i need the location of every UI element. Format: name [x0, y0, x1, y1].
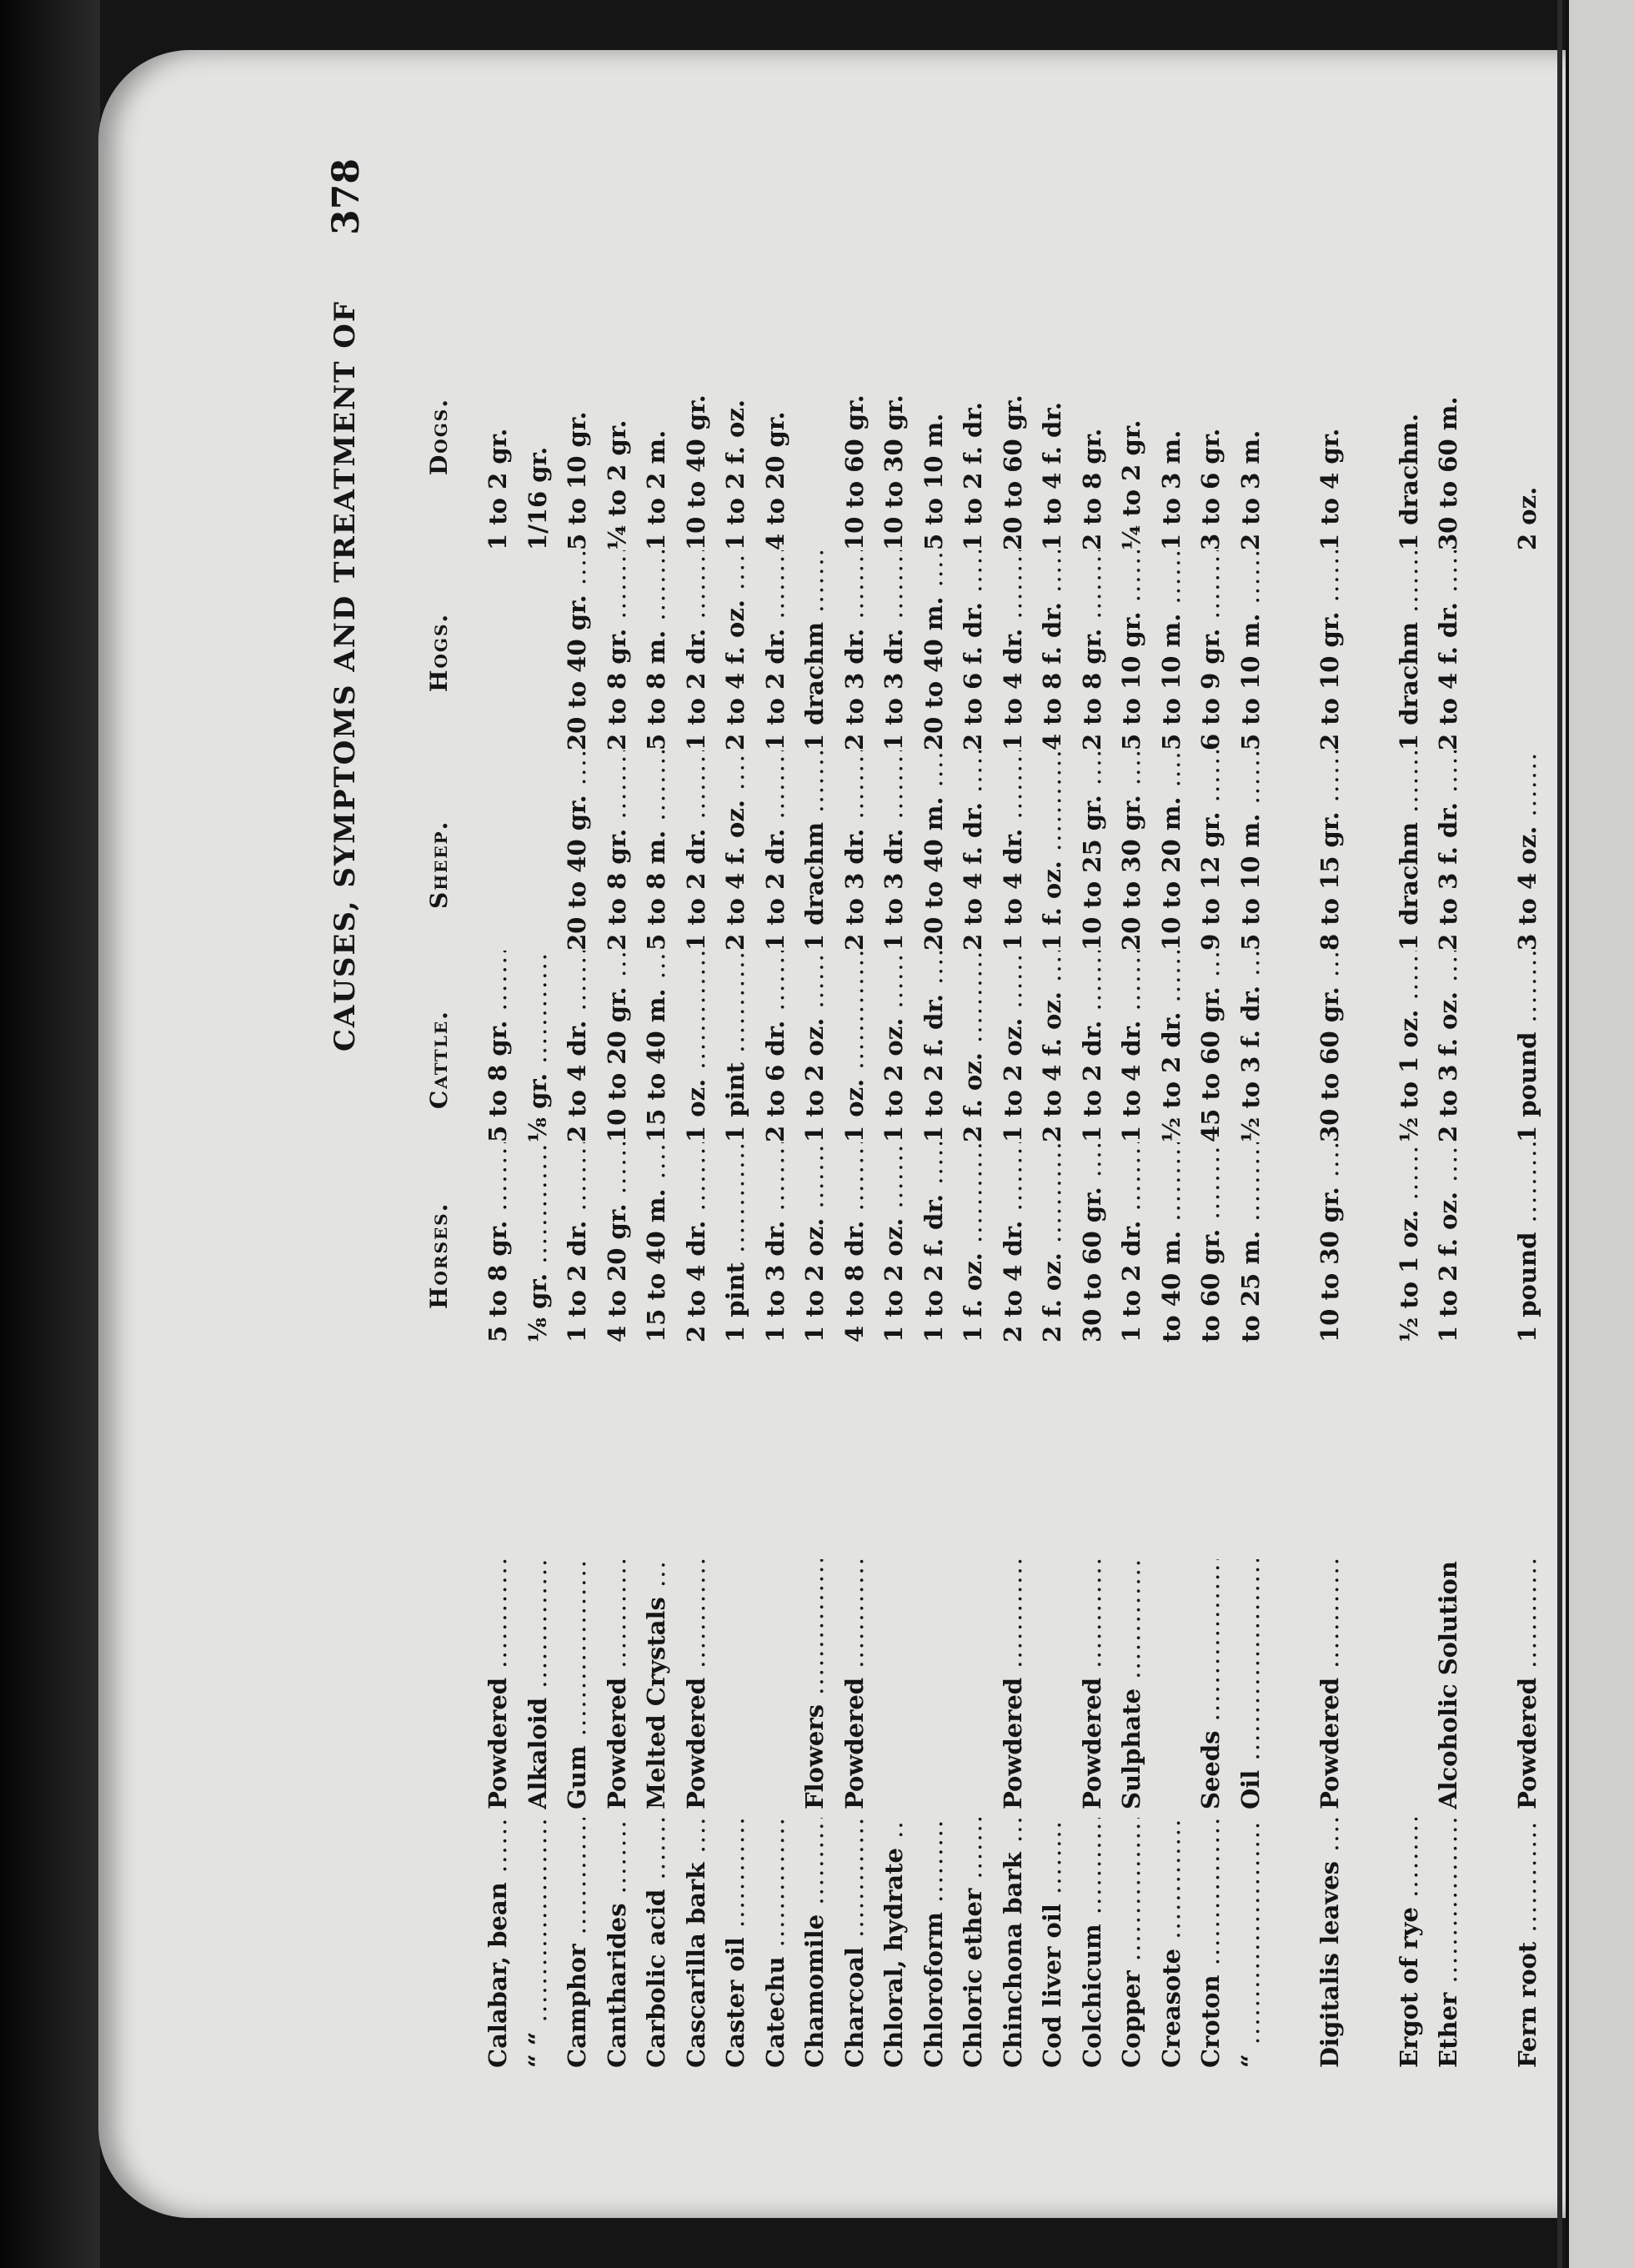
table-row [1117, 158, 1155, 2110]
preparation: Oil ..... [1236, 1559, 1265, 1809]
dose-cattle: 2 f. oz. ..... [959, 951, 987, 1142]
dose-hogs: 1 to 4 dr. ..... [999, 550, 1027, 750]
table-row [1316, 158, 1354, 2110]
table-row [682, 158, 720, 2110]
drug-name: Chamomile ..... [800, 1818, 829, 2068]
dose-dogs: 2 to 3 m. [1236, 429, 1265, 550]
dose-horses: 2 to 4 dr. ..... [682, 1142, 710, 1342]
dose-hogs: 5 to 10 m. ..... [1236, 550, 1265, 750]
dose-hogs: 1 drachm ..... [800, 550, 829, 750]
dose-cattle: 1 to 2 f. dr. ..... [920, 951, 948, 1142]
dose-sheep: 2 to 4 f. oz. ..... [721, 750, 749, 951]
drug-name: Croton ..... [1196, 1818, 1225, 2068]
column-header-cattle: Cattle. [425, 1010, 453, 1109]
dose-horses: 1 pint ..... [721, 1142, 749, 1342]
dose-sheep: 20 to 30 gr. ..... [1117, 750, 1145, 951]
table-row [1276, 158, 1314, 2110]
column-header-horses: Horses. [425, 1202, 453, 1309]
preparation: Powdered ..... [1316, 1559, 1344, 1809]
preparation: Powdered ..... [1513, 1559, 1541, 1809]
dose-sheep: 1 drachm ..... [1395, 750, 1423, 951]
dose-cattle: ½ to 1 oz. ..... [1395, 951, 1423, 1142]
dose-dogs: 1 to 2 f. oz. [721, 399, 749, 550]
dose-horses: to 40 m. ..... [1157, 1142, 1185, 1342]
dose-hogs: 2 to 4 f. dr. ..... [1434, 550, 1462, 750]
dose-hogs: 2 to 8 gr. ..... [603, 550, 631, 750]
table-row [1196, 158, 1235, 2110]
dose-horses: 1 to 3 dr. ..... [761, 1142, 789, 1342]
dose-sheep: 20 to 40 m. ..... [920, 750, 948, 951]
dose-horses: 4 to 20 gr. ..... [603, 1142, 631, 1342]
table-row [999, 158, 1037, 2110]
dose-cattle: 1 oz. ..... [682, 951, 710, 1142]
drug-name: Caster oil ..... [721, 1818, 749, 2068]
table-row [1474, 158, 1512, 2110]
dose-hogs: 5 to 8 m. ..... [642, 550, 670, 750]
table-row [920, 158, 958, 2110]
dose-dogs: 1 to 2 f. dr. [959, 401, 987, 550]
dose-dogs: 10 to 40 gr. [681, 394, 710, 550]
dose-horses: 1 to 2 oz. ..... [800, 1142, 829, 1342]
drug-name: Copper ..... [1117, 1818, 1145, 2068]
preparation: Seeds ..... [1196, 1559, 1225, 1809]
dose-sheep: 2 to 8 gr. ..... [603, 750, 631, 951]
dose-sheep: 2 to 3 dr. ..... [840, 750, 869, 951]
page-fold-line [1557, 0, 1562, 2268]
drug-name: Colchicum ..... [1078, 1818, 1106, 2068]
dose-horses: to 25 m. ..... [1236, 1142, 1265, 1342]
dose-sheep: 1 drachm ..... [800, 750, 829, 951]
drug-name: Chinchona bark ..... [999, 1818, 1027, 2068]
table-row [1038, 158, 1076, 2110]
drug-name: “ ..... [1236, 1818, 1265, 2068]
dose-dogs: 3 to 6 gr. [1196, 428, 1225, 550]
column-header-dogs: Dogs. [425, 398, 453, 475]
table-row [840, 158, 879, 2110]
dose-sheep: 5 to 10 m. ..... [1236, 750, 1265, 951]
drug-name: Cod liver oil ..... [1038, 1818, 1066, 2068]
dose-sheep: 10 to 20 m. ..... [1157, 750, 1185, 951]
dose-horses: 5 to 8 gr. ..... [484, 1142, 512, 1342]
dose-dogs: 2 oz. [1513, 486, 1541, 550]
column-header-sheep: Sheep. [425, 820, 453, 909]
dose-cattle: 1 to 2 dr. ..... [1078, 951, 1106, 1142]
dose-cattle: 2 to 6 dr. ..... [761, 951, 789, 1142]
table-row [484, 158, 522, 2110]
page-number: 378 [325, 158, 368, 235]
dose-hogs: 20 to 40 gr. ..... [563, 550, 591, 750]
table-row [1236, 158, 1275, 2110]
dose-hogs: 1 to 2 dr. ..... [761, 550, 789, 750]
dose-sheep: 3 to 4 oz. ..... [1513, 750, 1541, 951]
dose-sheep: 1 to 2 dr. ..... [682, 750, 710, 951]
dose-cattle: 30 to 60 gr. ..... [1316, 951, 1344, 1142]
table-row [563, 158, 601, 2110]
dose-horses: 1 to 2 oz. ..... [880, 1142, 908, 1342]
preparation: Powdered ..... [1078, 1559, 1106, 1809]
table-row [761, 158, 799, 2110]
dose-cattle: 1 pound ..... [1513, 951, 1541, 1142]
dose-horses: 10 to 30 gr. ..... [1316, 1142, 1344, 1342]
dose-dogs: 2 to 8 gr. [1077, 428, 1106, 550]
drug-name: Cantharides ..... [603, 1818, 631, 2068]
table-row [1157, 158, 1195, 2110]
dose-sheep: 5 to 8 m. ..... [642, 750, 670, 951]
preparation: Melted Crystals ..... [642, 1559, 670, 1809]
scan-shadow-left [0, 0, 100, 2268]
dose-hogs: 2 to 4 f. oz. ..... [721, 550, 749, 750]
preparation: Powdered ..... [484, 1559, 512, 1809]
dose-dogs: 1/16 gr. [523, 446, 552, 550]
table-row [880, 158, 918, 2110]
drug-name: Chloroform ..... [920, 1818, 948, 2068]
dose-dogs: 20 to 60 gr. [998, 394, 1027, 550]
dose-dogs: 1 to 3 m. [1156, 429, 1185, 550]
dose-hogs: 2 to 10 gr. ..... [1316, 550, 1344, 750]
dose-cattle: 10 to 20 gr. ..... [603, 951, 631, 1142]
preparation: Powdered ..... [603, 1559, 631, 1809]
dose-sheep: 2 to 3 f. dr. ..... [1434, 750, 1462, 951]
dose-sheep: 8 to 15 gr. ..... [1316, 750, 1344, 951]
dose-hogs: 1 to 3 dr. ..... [880, 550, 908, 750]
dose-hogs: 2 to 8 gr. ..... [1078, 550, 1106, 750]
drug-name: Catechu ..... [761, 1818, 789, 2068]
table-row [1513, 158, 1551, 2110]
dose-dogs: 1 to 4 f. dr. [1038, 401, 1066, 550]
drug-name: Carbolic acid ..... [642, 1818, 670, 2068]
table-row [1434, 158, 1472, 2110]
dose-sheep: 20 to 40 gr. ..... [563, 750, 591, 951]
dose-horses: 1 to 2 dr. ..... [563, 1142, 591, 1342]
dose-horses: to 60 gr. ..... [1196, 1142, 1225, 1342]
drug-name: Calabar, bean ..... [484, 1818, 512, 2068]
dose-sheep: 1 to 2 dr. ..... [761, 750, 789, 951]
preparation: Gum ..... [563, 1559, 591, 1809]
column-header-hogs: Hogs. [425, 612, 453, 692]
dose-hogs: 2 to 3 dr. ..... [840, 550, 869, 750]
dose-dogs: 10 to 30 gr. [880, 394, 908, 550]
dose-hogs: 4 to 8 f. dr. ..... [1038, 550, 1066, 750]
dose-horses: 2 to 4 dr. ..... [999, 1142, 1027, 1342]
dose-sheep: 2 to 4 f. dr. ..... [959, 750, 987, 951]
dose-dogs: 1 to 2 m. [642, 429, 670, 550]
dose-cattle: ⅛ gr. ..... [524, 951, 552, 1142]
drug-name: Camphor ..... [563, 1818, 591, 2068]
dose-cattle: 45 to 60 gr. ..... [1196, 951, 1225, 1142]
dose-cattle: 1 to 4 dr. ..... [1117, 951, 1145, 1142]
preparation: Alkaloid ..... [524, 1559, 552, 1809]
column-headers [425, 158, 475, 2110]
preparation: Powdered ..... [682, 1559, 710, 1809]
dose-horses: 4 to 8 dr. ..... [840, 1142, 869, 1342]
dose-cattle: 2 to 4 f. oz. ..... [1038, 951, 1066, 1142]
dose-horses: 2 f. oz. ..... [1038, 1142, 1066, 1342]
dose-hogs: 2 to 6 f. dr. ..... [959, 550, 987, 750]
drug-name: Charcoal ..... [840, 1818, 869, 2068]
table-row [603, 158, 641, 2110]
table-row [800, 158, 839, 2110]
dose-dogs: ¼ to 2 gr. [1117, 419, 1145, 550]
drug-name: Chloral, hydrate ..... [880, 1818, 908, 2068]
dose-hogs: 6 to 9 gr. ..... [1196, 550, 1225, 750]
table-row [1395, 158, 1433, 2110]
dose-cattle: 1 pint ..... [721, 951, 749, 1142]
drug-name: Fern root ..... [1513, 1818, 1541, 2068]
table-row [1078, 158, 1116, 2110]
running-head-title: CAUSES, SYMPTOMS AND TREATMENT OF [328, 300, 362, 1052]
dose-cattle: 1 to 2 oz. ..... [999, 951, 1027, 1142]
drug-name: Creasote ..... [1157, 1818, 1185, 2068]
dose-horses: 1 to 2 dr. ..... [1117, 1142, 1145, 1342]
dose-sheep: 10 to 25 gr. ..... [1078, 750, 1106, 951]
dose-cattle: 2 to 3 f. oz. ..... [1434, 951, 1462, 1142]
dose-sheep: 1 f. oz. ..... [1038, 750, 1066, 951]
dose-horses: 1 to 2 f. oz. ..... [1434, 1142, 1462, 1342]
drug-name: Digitalis leaves ..... [1316, 1818, 1344, 2068]
table-row [721, 158, 759, 2110]
dose-sheep: 1 to 4 dr. ..... [999, 750, 1027, 951]
dosage-table-rotated [325, 158, 1541, 2110]
dose-hogs: 5 to 10 m. ..... [1157, 550, 1185, 750]
dose-horses: ½ to 1 oz. ..... [1395, 1142, 1423, 1342]
drug-name: Chloric ether ..... [959, 1818, 987, 2068]
preparation: Flowers ..... [800, 1559, 829, 1809]
dose-horses: 15 to 40 m. ..... [642, 1142, 670, 1342]
drug-name: Cascarilla bark ..... [682, 1818, 710, 2068]
dose-dogs: 5 to 10 m. [919, 413, 948, 550]
drug-name: Ether ..... [1434, 1818, 1462, 2068]
table-row [642, 158, 680, 2110]
table-row [959, 158, 997, 2110]
dose-dogs: 1 to 4 gr. [1315, 428, 1344, 550]
dose-cattle: 2 to 4 dr. ..... [563, 951, 591, 1142]
dose-sheep: 9 to 12 gr. ..... [1196, 750, 1225, 951]
preparation: Powdered ..... [999, 1559, 1027, 1809]
dose-dogs: 10 to 60 gr. [840, 394, 869, 550]
preparation: Alcoholic Solution ..... [1434, 1559, 1462, 1809]
dose-cattle: 15 to 40 m. ..... [642, 951, 670, 1142]
dose-dogs: 1 to 2 gr. [484, 428, 512, 550]
dose-horses: 1 pound ..... [1513, 1142, 1541, 1342]
preparation: Powdered ..... [840, 1559, 869, 1809]
dose-hogs: 20 to 40 m. ..... [920, 550, 948, 750]
dose-cattle: 1 to 2 oz. ..... [880, 951, 908, 1142]
facing-page-edge [1566, 0, 1634, 2268]
dose-horses: 30 to 60 gr. ..... [1078, 1142, 1106, 1342]
dose-dogs: 1 drachm. [1394, 413, 1423, 550]
dose-cattle: 1 to 2 oz. ..... [800, 951, 829, 1142]
dose-dogs: 30 to 60 m. [1434, 396, 1462, 550]
drug-name: “ “ ..... [524, 1818, 552, 2068]
dose-cattle: ½ to 3 f. dr. ..... [1236, 951, 1265, 1142]
table-row [524, 158, 562, 2110]
dose-horses: 1 f. oz. ..... [959, 1142, 987, 1342]
dose-dogs: 5 to 10 gr. [563, 411, 591, 550]
dose-hogs: 1 to 2 dr. ..... [682, 550, 710, 750]
drug-name: Ergot of rye ..... [1395, 1818, 1423, 2068]
dose-horses: 1 to 2 f. dr. ..... [920, 1142, 948, 1342]
dose-horses: ⅛ gr. ..... [524, 1142, 552, 1342]
dose-hogs: 5 to 10 gr. ..... [1117, 550, 1145, 750]
dose-cattle: ½ to 2 dr. ..... [1157, 951, 1185, 1142]
dose-dogs: ¼ to 2 gr. [602, 419, 631, 550]
dose-cattle: 1 oz. ..... [840, 951, 869, 1142]
running-head [325, 158, 392, 2110]
preparation: Sulphate ..... [1117, 1559, 1145, 1809]
dose-sheep: 1 to 3 dr. ..... [880, 750, 908, 951]
table-row [1355, 158, 1393, 2110]
dose-cattle: 5 to 8 gr. ..... [484, 951, 512, 1142]
dose-dogs: 4 to 20 gr. [760, 411, 789, 550]
dose-hogs: 1 drachm ..... [1395, 550, 1423, 750]
